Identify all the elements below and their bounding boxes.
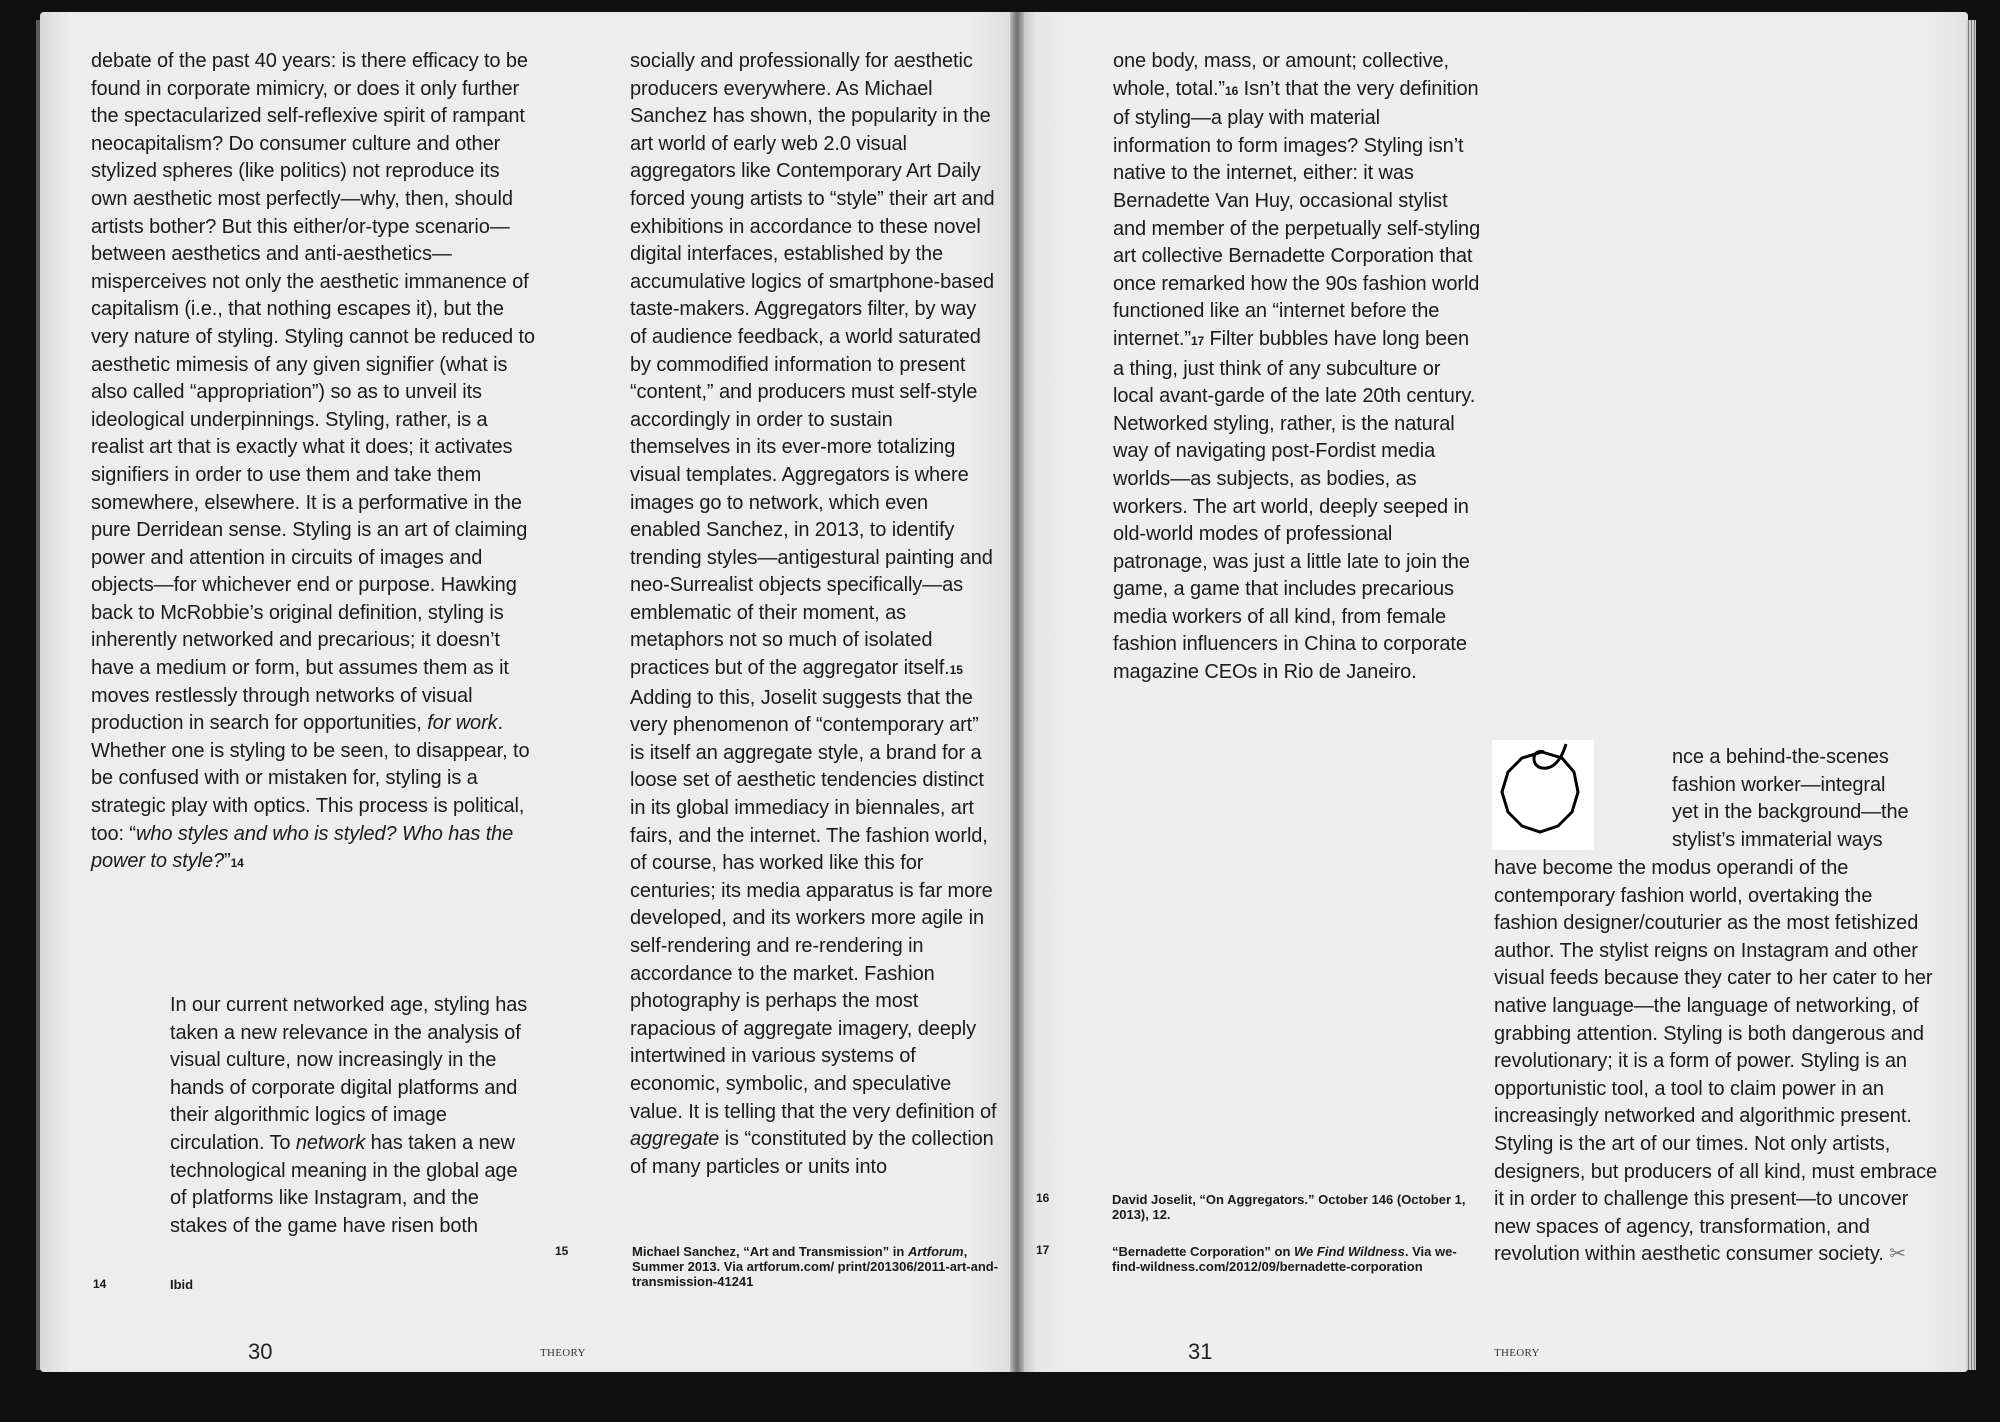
drop-cap-o-icon bbox=[1492, 740, 1594, 850]
footnote-number: 15 bbox=[555, 1244, 569, 1258]
footnote-ref[interactable]: 14 bbox=[230, 856, 244, 871]
footnote-ref[interactable]: 15 bbox=[949, 663, 963, 678]
dropcap-line: nce a behind-the-scenes bbox=[1672, 746, 1889, 768]
dropcap-line: stylist’s immaterial ways bbox=[1672, 828, 1883, 851]
book-gutter bbox=[1010, 12, 1024, 1372]
section-label: THEORY bbox=[1494, 1347, 1540, 1359]
body-text: In our current networked age, styling has taken a new relevance in the analysis of visual culture, now increasingly in the hands of corporate digital platforms and their algorithmic logics of image circulation. To bbox=[170, 994, 528, 1154]
body-text: . Whether one is styling to be seen, to disappear, to be confused with or mistaken for, styling is a strategic play with optics. This process is political, too: “ bbox=[91, 712, 530, 845]
body-text: ” bbox=[224, 850, 231, 873]
footnote-text-part: . Via we-find-wildness.com/2012/09/bernadette-corporation bbox=[1112, 1244, 1457, 1274]
italic-text: We Find Wildness bbox=[1294, 1244, 1405, 1259]
footnote-text bbox=[632, 1244, 1002, 1289]
left-col-1 bbox=[91, 48, 535, 878]
right-col-2 bbox=[1494, 855, 1940, 1269]
italic-text: who styles and who is styled? Who has the power to style? bbox=[91, 822, 514, 873]
footnote-text-part: “Bernadette Corporation” on bbox=[1112, 1244, 1295, 1259]
section-label: THEORY bbox=[540, 1347, 586, 1359]
drop-cap-o bbox=[1492, 740, 1594, 850]
paragraph bbox=[1494, 855, 1940, 1269]
page-number: 30 bbox=[248, 1339, 273, 1364]
italic-text: Artforum bbox=[907, 1244, 964, 1259]
right-col-1 bbox=[1113, 48, 1483, 687]
paragraph bbox=[170, 992, 536, 1240]
body-text: Adding to this, Joselit suggests that the very phenomenon of “contemporary art” is itself an aggregate style, a brand for a loose set of aesthetic tendencies distinct in its global immediacy in biennales, art fairs, and the internet. The fashion world, of course, has worked like this for centuries; its media apparatus is far more developed, and its workers more agile in self-rendering and re-rendering in accordance to the market. Fashion photography is perhaps the most rapacious of aggregate imagery, deeply intertwined in various systems of economic, symbolic, and speculative value. It is telling that the very definition of bbox=[630, 686, 997, 1123]
body-text: have become the modus operandi of the contemporary fashion world, overtaking the fashion designer/couturier as the most fetishized author. The stylist reigns on Instagram and other visual feeds because they cater to her cater to her native language—the language of networking, of grabbing attention. Styling is both dangerous and revolutionary; it is a form of power. Styling is an opportunistic tool, a tool to claim power in an increasingly networked and algorithmic present. Styling is the art of our times. Not only artists, designers, but producers of all kind, must embrace it in order to challenge this present—to uncover new spaces of agency, transformation, and revolution within aesthetic consumer society. bbox=[1494, 857, 1937, 1266]
body-text: socially and professionally for aesthetic producers everywhere. As Michael Sanchez has shown, the popularity in the art world of early web 2.0 visual aggregators like Contemporary Art Daily forced young artists to “style” their art and exhibitions in accordance to these novel digital interfaces, established by the accumulative logics of smartphone-based taste-makers. Aggregators filter, by way of audience feedback, a world saturated by commodified information to present “content,” and producers must self-style accordingly in order to sustain themselves in its ever-more totalizing visual templates. Aggregators is where images go to network, which even enabled Sanchez, in 2013, to identify trending styles—antigestural painting and neo-Surrealist objects specifically—as emblematic of their moment, as metaphors not so much of isolated practices but of the aggregator itself. bbox=[630, 50, 995, 680]
left-col-2 bbox=[630, 48, 998, 1181]
right-page-stack bbox=[1966, 20, 1976, 1370]
footnote-number: 17 bbox=[1036, 1243, 1050, 1257]
footnote-text-part: Michael Sanchez, “Art and Transmission” in bbox=[632, 1244, 908, 1259]
paragraph bbox=[91, 48, 535, 878]
body-text: has taken a new technological meaning in the global age of platforms like Instagram, and the stakes of the game have risen both bbox=[170, 1131, 518, 1237]
footnote-number: 16 bbox=[1036, 1191, 1050, 1205]
page-number: 31 bbox=[1188, 1339, 1213, 1364]
body-text: debate of the past 40 years: is there efficacy to be found in corporate mimicry, or does it only further the spectacularized self-reflexive spirit of rampant neocapitalism? Do consumer culture and other stylized spheres (like politics) not reproduce its own aesthetic most perfectly—why, then, should artists bother? But this either/or-type scenario—between aesthetics and anti-aesthetics—misperceives not only the aesthetic immanence of capitalism (i.e., that nothing escapes it), but the very nature of styling. Styling cannot be reduced to aesthetic mimesis of any given signifier (what is also called “appropriation”) so as to unveil its ideological underpinnings. Styling, rather, is a realist art that is exactly what it does; it activates signifiers in order to use them and take them somewhere, elsewhere. It is a performative in the pure Derridean sense. Styling is an art of claiming power and attention in circuits of images and objects—for whichever end or purpose. Hawking back to McRobbie’s original definition, styling is inherently networked and precarious; it doesn’t have a medium or form, but assumes them as it moves restlessly through networks of visual production in search for opportunities, bbox=[91, 50, 535, 735]
body-text: one body, mass, or amount; collective, whole, total.” bbox=[1113, 50, 1449, 100]
right-col-2-dropcap-lines bbox=[1672, 744, 1942, 854]
body-text: Isn’t that the very definition of styling—a play with material information to form images? Styling isn’t native to the internet, either: it was Bernadette Van Huy, occasional stylist and member of the perpetually self-styling art collective Bernadette Corporation that once remarked how the 90s fashion world functioned like an “internet before the internet.” bbox=[1113, 77, 1481, 350]
left-indent-paragraph bbox=[170, 992, 536, 1240]
end-mark-icon: ✂ bbox=[1889, 1243, 1906, 1266]
italic-text: network bbox=[295, 1131, 366, 1154]
dropcap-line: fashion worker—integral bbox=[1672, 773, 1886, 796]
footnote-text bbox=[1112, 1244, 1472, 1274]
footnote-ref[interactable]: 17 bbox=[1190, 333, 1205, 348]
body-text: Filter bubbles have long been a thing, just think of any subculture or local avant-garde of the late 20th century. Networked styling, rather, is the natural way of navigating post-Fordist media worlds—as subjects, as bodies, as workers. The art world, deeply seeped in old-world modes of professional patronage, was just a little late to join the game, a game that includes precarious media workers of all kind, from female fashion influencers in China to corporate magazine CEOs in Rio de Janeiro. bbox=[1113, 327, 1476, 684]
italic-text: aggregate bbox=[630, 1128, 720, 1151]
footnote-number: 14 bbox=[93, 1277, 107, 1291]
italic-text: for work bbox=[427, 712, 498, 735]
paragraph bbox=[1113, 48, 1483, 687]
footnote-text: David Joselit, “On Aggregators.” October 146 (October 1, 2013), 12. bbox=[1112, 1192, 1466, 1222]
paragraph bbox=[630, 48, 998, 1181]
footnote-text-part: , Summer 2013. Via artforum.com/ print/201306/2011-art-and-transmission-41241 bbox=[632, 1244, 999, 1289]
footnote-text: Ibid bbox=[170, 1277, 194, 1292]
body-text: is “constituted by the collection of many particles or units into bbox=[630, 1128, 994, 1178]
footnote-ref[interactable]: 16 bbox=[1225, 83, 1239, 98]
dropcap-line: yet in the background—the bbox=[1672, 801, 1909, 824]
